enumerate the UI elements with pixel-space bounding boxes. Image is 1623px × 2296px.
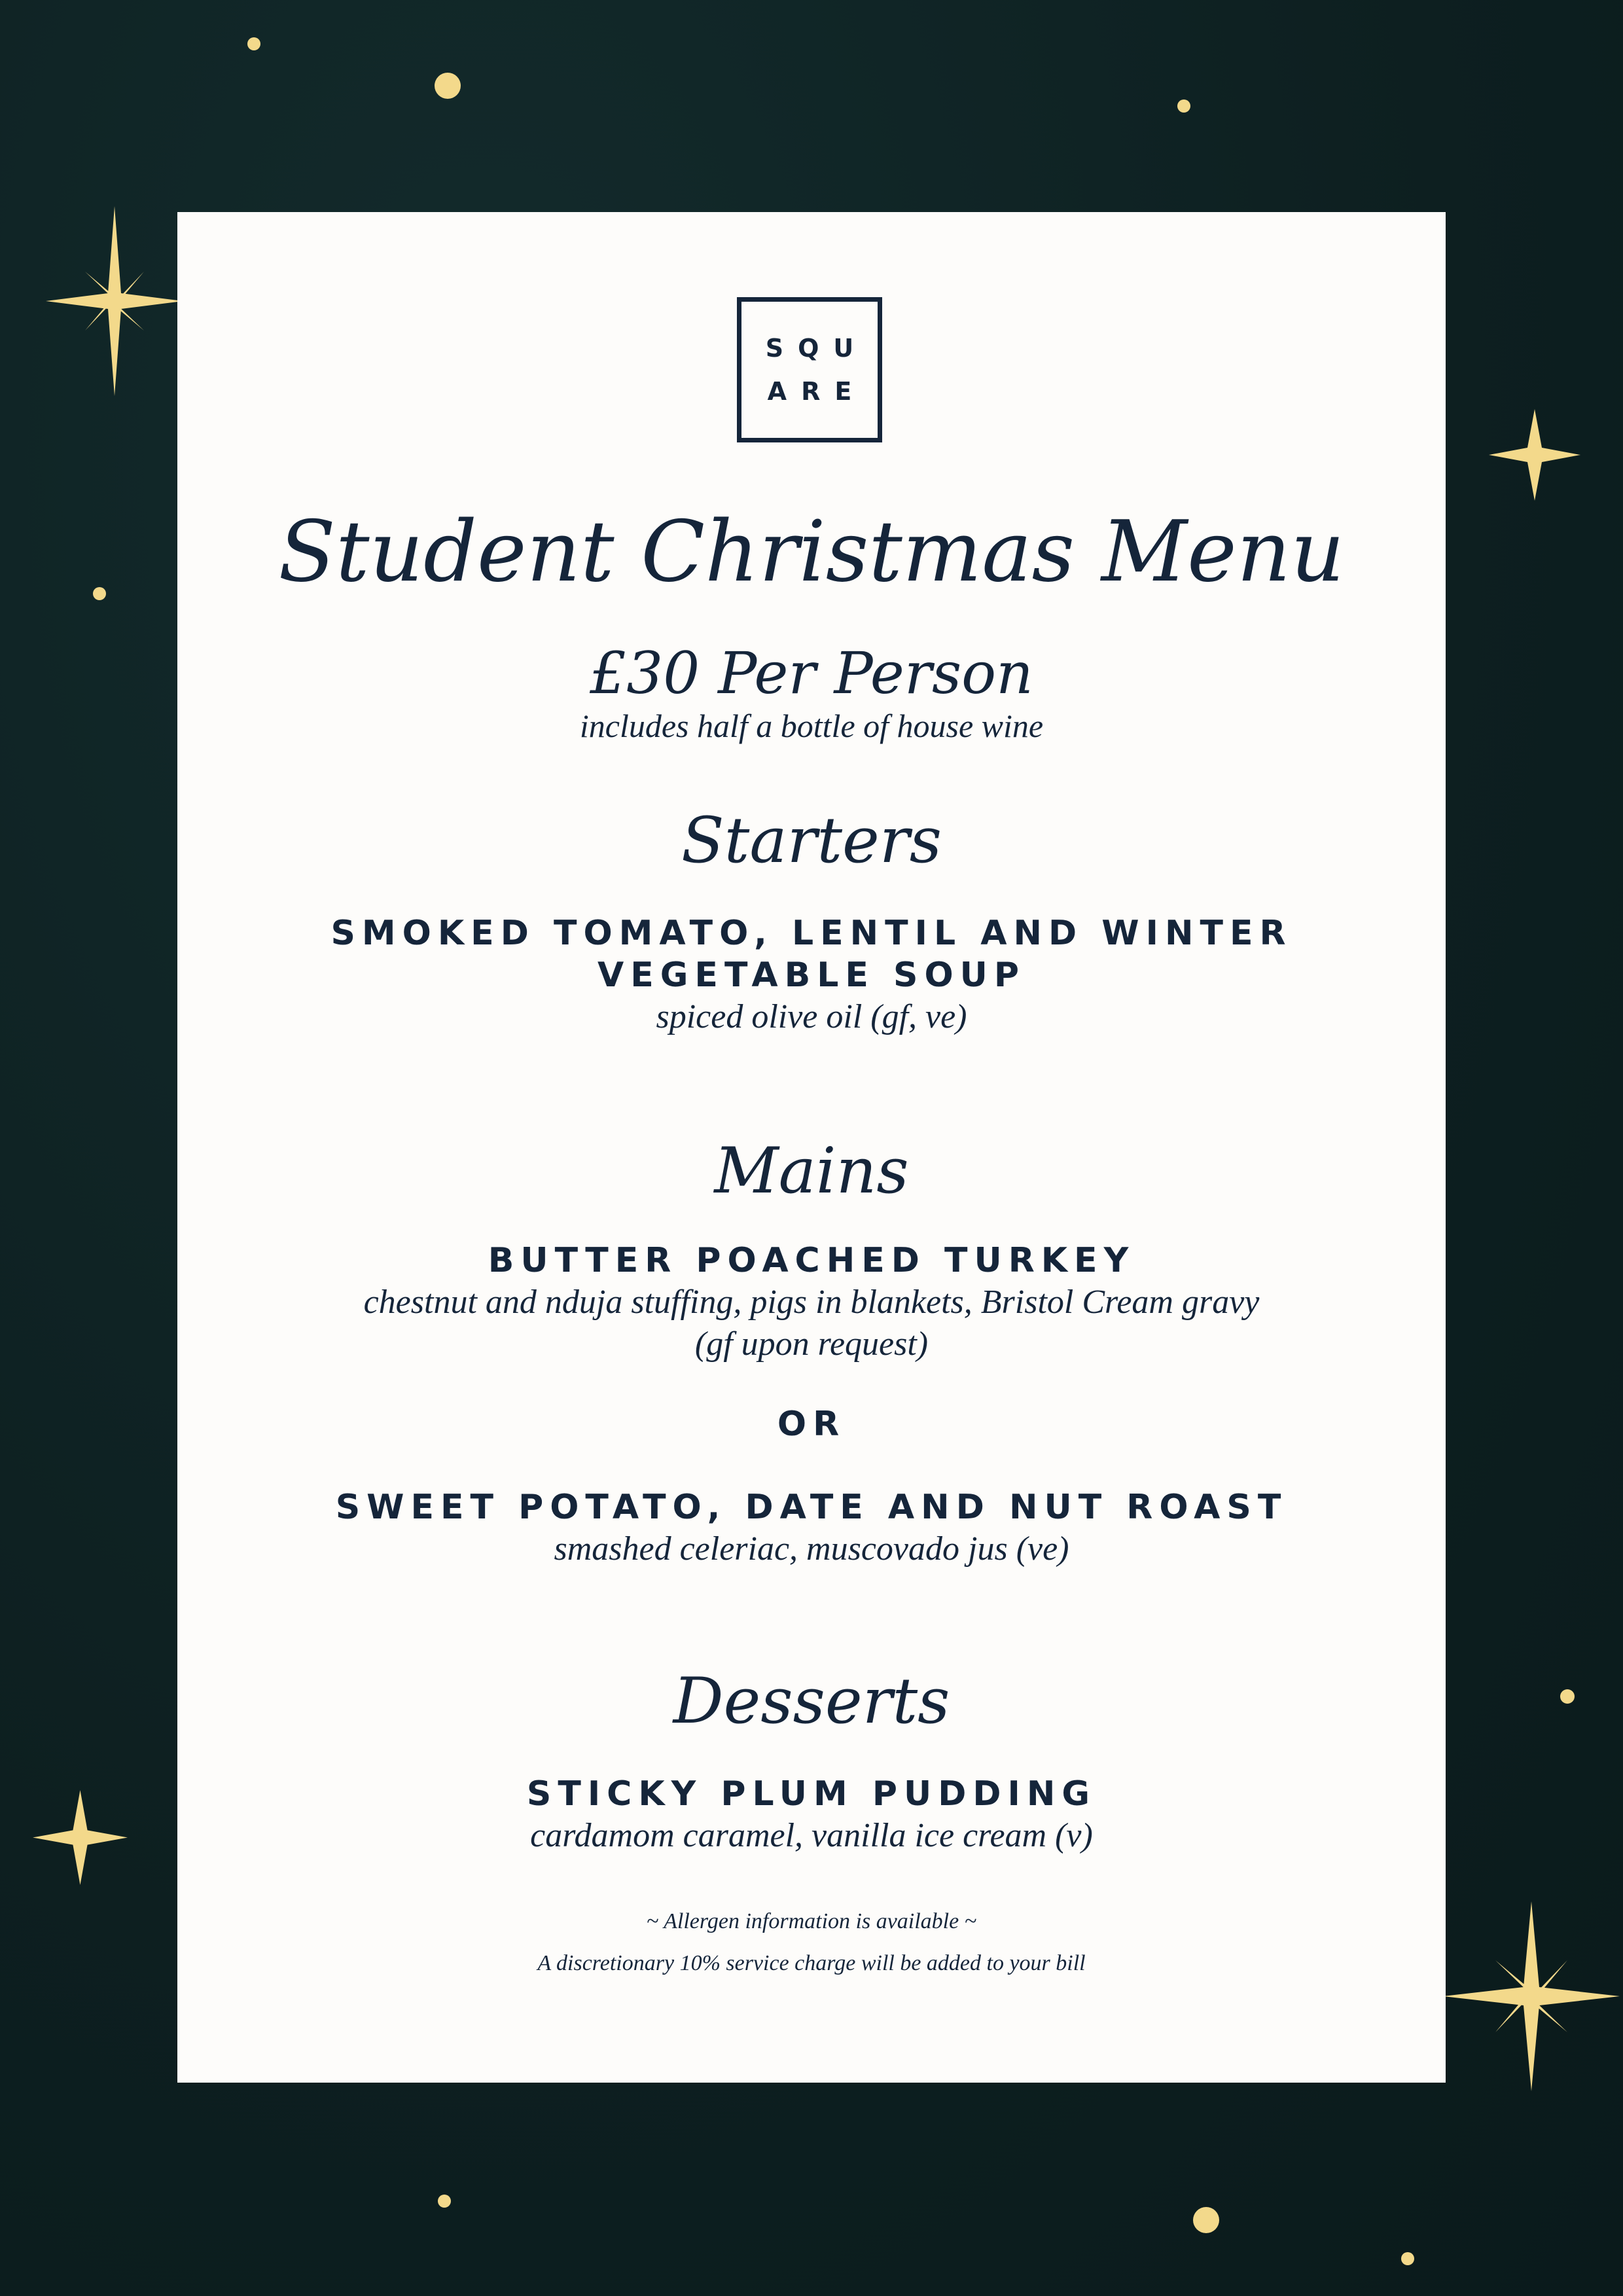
sparkle-star-icon [46,206,183,396]
section-heading-desserts: Desserts [673,1664,950,1738]
sparkle-star-icon [33,1790,128,1885]
dish-description: (gf upon request) [694,1325,929,1363]
price-note: includes half a bottle of house wine [579,708,1044,744]
star-dot [438,2195,451,2208]
square-logo [737,297,882,442]
sparkle-star-icon [1489,409,1580,501]
service-charge-note: A discretionary 10% service charge will be added to your bill [537,1951,1086,1975]
dish-description: spiced olive oil (gf, ve) [656,998,967,1035]
dish-name: SWEET POTATO, DATE AND NUT ROAST [335,1488,1288,1527]
section-heading-starters: Starters [681,804,942,877]
allergen-note: ~ Allergen information is available ~ [646,1909,977,1933]
star-dot [93,587,106,600]
star-dot [1193,2207,1219,2233]
dish-name: SMOKED TOMATO, LENTIL AND WINTER [330,914,1293,953]
section-heading-mains: Mains [714,1134,909,1208]
or-separator: OR [777,1405,846,1444]
dish-description: chestnut and nduja stuffing, pigs in blankets, Bristol Cream gravy [363,1283,1260,1321]
sparkle-star-icon [1443,1901,1620,2091]
star-dot [435,73,461,99]
dish-name: STICKY PLUM PUDDING [526,1774,1097,1814]
menu-card [177,212,1446,2083]
menu-title: Student Christmas Menu [278,503,1345,601]
dish-description: cardamom caramel, vanilla ice cream (v) [530,1817,1093,1854]
star-dot [1177,99,1190,113]
dish-name: BUTTER POACHED TURKEY [488,1241,1135,1280]
star-dot [247,37,260,50]
star-dot [1401,2252,1414,2265]
price: £30 Per Person [590,639,1033,707]
dish-description: smashed celeriac, muscovado jus (ve) [554,1530,1069,1568]
logo-line-2: ARE [767,377,866,406]
dish-name: VEGETABLE SOUP [597,956,1026,995]
logo-line-1: SQU [765,334,868,363]
star-dot [1560,1689,1575,1704]
